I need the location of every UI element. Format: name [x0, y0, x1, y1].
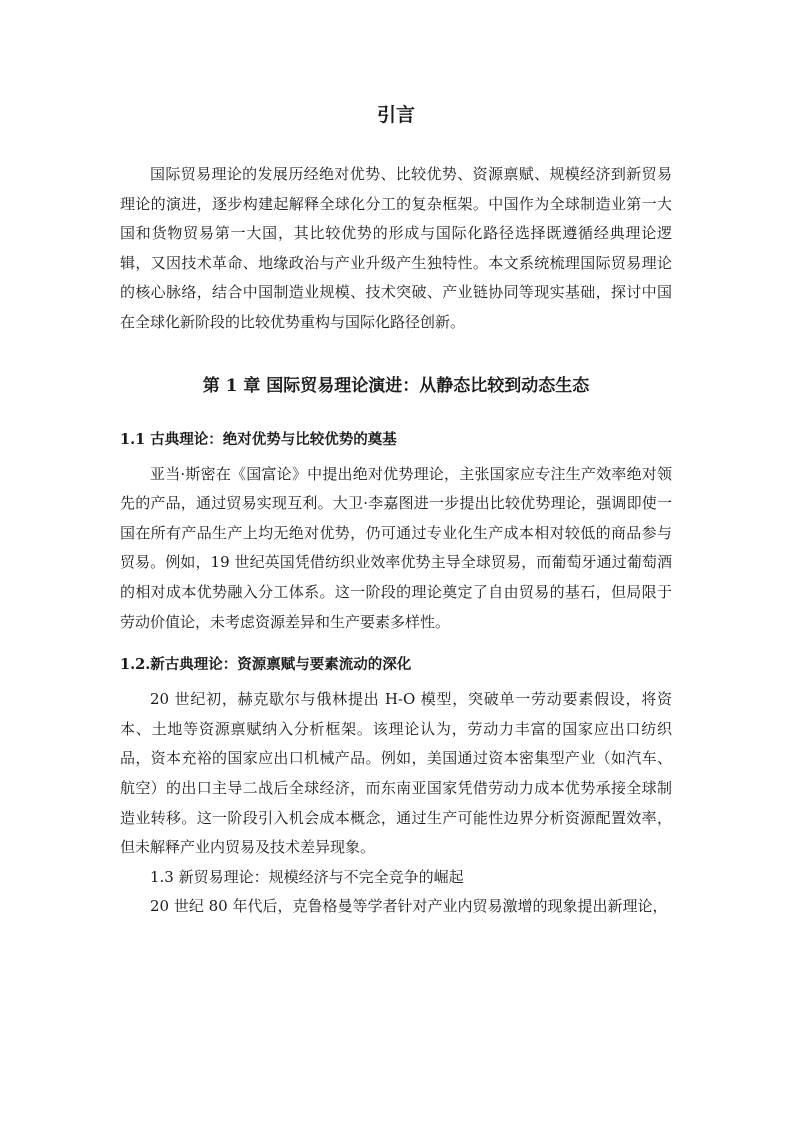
intro-paragraph: 国际贸易理论的发展历经绝对优势、比较优势、资源禀赋、规模经济到新贸易理论的演进，逐步构建起解释全球化分工的复杂框架。中国作为全球制造业第一大国和货物贸易第一大国，其比较优势的形成与国际化路径选择既遵循经典理论逻辑，又因技术革命、地缘政治与产业升级产生独特性。本文系统梳理国际贸易理论的核心脉络，结合中国制造业规模、技术突破、产业链协同等现实基础，探讨中国在全球化新阶段的比较优势重构与国际化路径创新。	[120, 165, 672, 331]
chapter-1-title: 第 1 章 国际贸易理论演进：从静态比较到动态生态	[202, 375, 590, 396]
section-1-3-paragraph: 20 世纪 80 年代后，克鲁格曼等学者针对产业内贸易激增的现象提出新理论，	[150, 897, 668, 916]
section-1-1-paragraph: 亚当·斯密在《国富论》中提出绝对优势理论，主张国家应专注生产效率绝对领先的产品，通过贸易实现互利。大卫·李嘉图进一步提出比较优势理论，强调即使一国在所有产品生产上均无绝对优势，仍可通过专业化生产成本相对较低的商品参与贸易。例如，19 世纪英国凭借纺织业效率优势主导全球贸易，而葡萄牙通过葡萄酒的相对成本优势融入分工体系。这一阶段的理论奠定了自由贸易的基石，但局限于劳动价值论，未考虑资源差异和生产要素多样性。	[120, 464, 672, 631]
section-1-1-heading: 1.1 古典理论：绝对优势与比较优势的奠基	[120, 430, 397, 448]
section-1-2-heading: 1.2.新古典理论：资源禀赋与要素流动的深化	[120, 656, 412, 674]
intro-title: 引言	[376, 104, 415, 126]
document-page	[120, 100, 672, 922]
section-1-3-heading: 1.3 新贸易理论：规模经济与不完全竞争的崛起	[150, 867, 464, 886]
section-1-2-paragraph: 20 世纪初，赫克歇尔与俄林提出 H-O 模型，突破单一劳动要素假设，将资本、土地等资源禀赋纳入分析框架。该理论认为，劳动力丰富的国家应出口纺织品，资本充裕的国家应出口机械产品。例如，美国通过资本密集型产业（如汽车、航空）的出口主导二战后全球经济，而东南亚国家凭借劳动力成本优势承接全球制造业转移。这一阶段引入机会成本概念，通过生产可能性边界分析资源配置效率，但未解释产业内贸易及技术差异现象。	[120, 690, 672, 857]
